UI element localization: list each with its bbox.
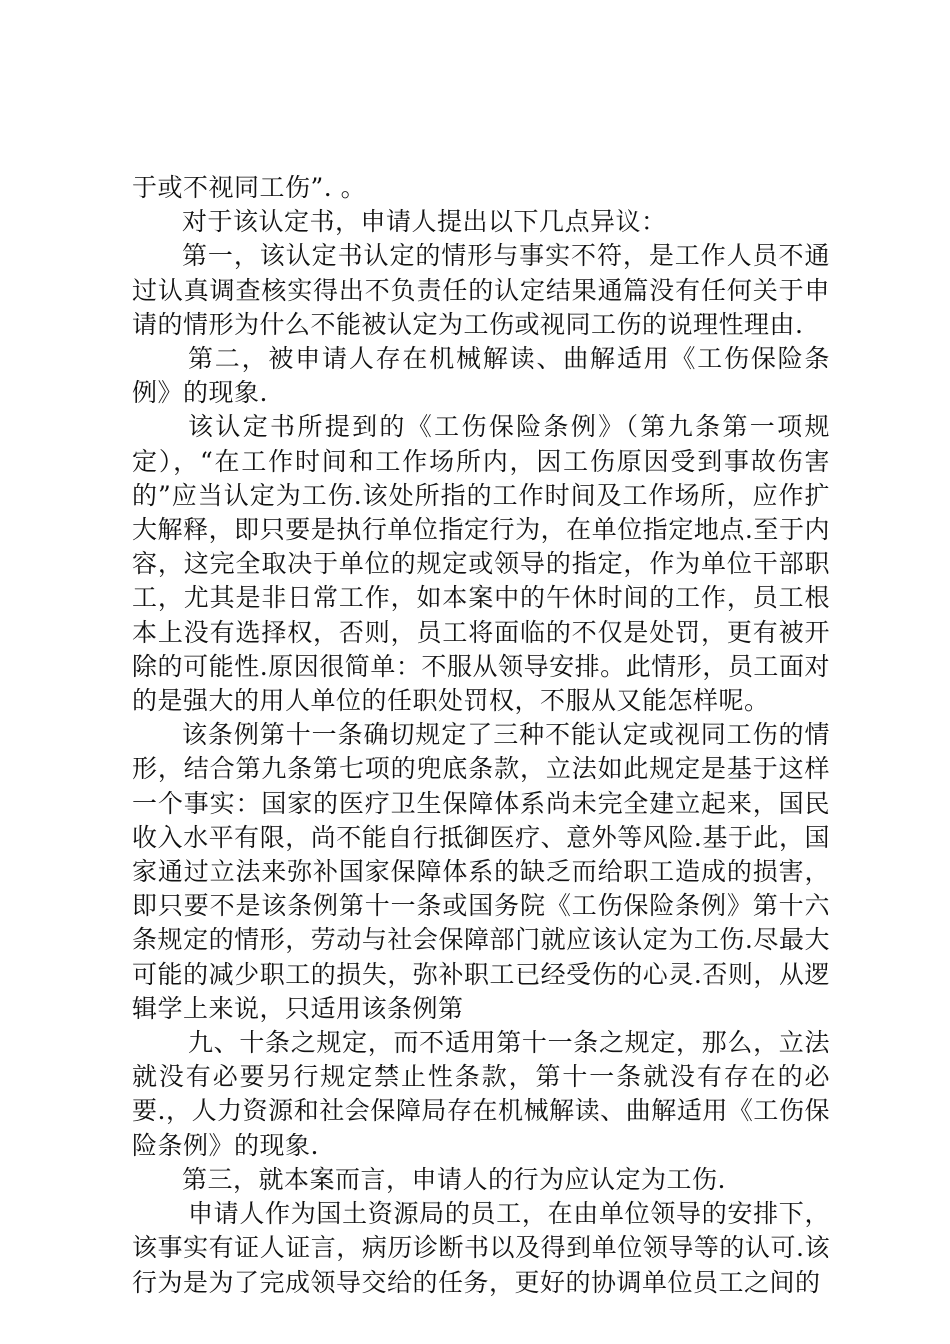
paragraph-point-two: 第二，被申请人存在机械解读、曲解适用《工伤保险条例》的现象. xyxy=(132,344,830,408)
paragraph-articles-nine-ten: 九、十条之规定，而不适用第十一条之规定，那么，立法就没有必要另行规定禁止性条款，第十一条就没有存在的必要.，人力资源和社会保障局存在机械解读、曲解适用《工伤保险条例》的现象. xyxy=(132,1028,830,1160)
paragraph-applicant-facts: 申请人作为国土资源局的员工，在由单位领导的安排下，该事实有证人证言，病历诊断书以及得到单位领导等的认可.该行为是为了完成领导交给的任务，更好的协调单位员工之间的 xyxy=(132,1199,830,1297)
paragraph-point-three: 第三，就本案而言，申请人的行为应认定为工伤. xyxy=(182,1164,726,1194)
paragraph-continuation: 于或不视同工伤”. 。 xyxy=(132,173,367,202)
paragraph-point-one: 第一，该认定书认定的情形与事实不符，是工作人员不通过认真调查核实得出不负责任的认定结果通篇没有任何关于申请的情形为什么不能被认定为工伤或视同工伤的说理性理由. xyxy=(132,241,830,339)
paragraph-article-eleven: 该条例第十一条确切规定了三种不能认定或视同工伤的情形，结合第九条第七项的兜底条款，立法如此规定是基于这样一个事实：国家的医疗卫生保障体系尚未完全建立起来，国民收入水平有限，尚不能自行抵御医疗、意外等风险.基于此，国家通过立法来弥补国家保障体系的缺乏而给职工造成的损害，即只要不是该条例第十一条或国务院《工伤保险条例》第十六条规定的情形，劳动与社会保障部门就应该认定为工伤.尽最大可能的减少职工的损失，弥补职工已经受伤的心灵.否则，从逻辑学上来说，只适用该条例第 xyxy=(132,720,830,1023)
paragraph-regulation-analysis: 该认定书所提到的《工伤保险条例》（第九条第一项规定），“在工作时间和工作场所内，因工伤原因受到事故伤害的”应当认定为工伤.该处所指的工作时间及工作场所，应作扩大解释，即只要是执行单位指定行为，在单位指定地点.至于内容，这完全取决于单位的规定或领导的指定，作为单位干部职工，尤其是非日常工作，如本案中的午休时间的工作，员工根本上没有选择权，否则，员工将面临的不仅是处罚，更有被开除的可能性.原因很简单：不服从领导安排。此情形，员工面对的是强大的用人单位的任职处罚权，不服从又能怎样呢。 xyxy=(132,412,830,716)
paragraph-objection-intro: 对于该认定书，申请人提出以下几点异议： xyxy=(182,207,667,237)
document-page xyxy=(132,171,830,1300)
